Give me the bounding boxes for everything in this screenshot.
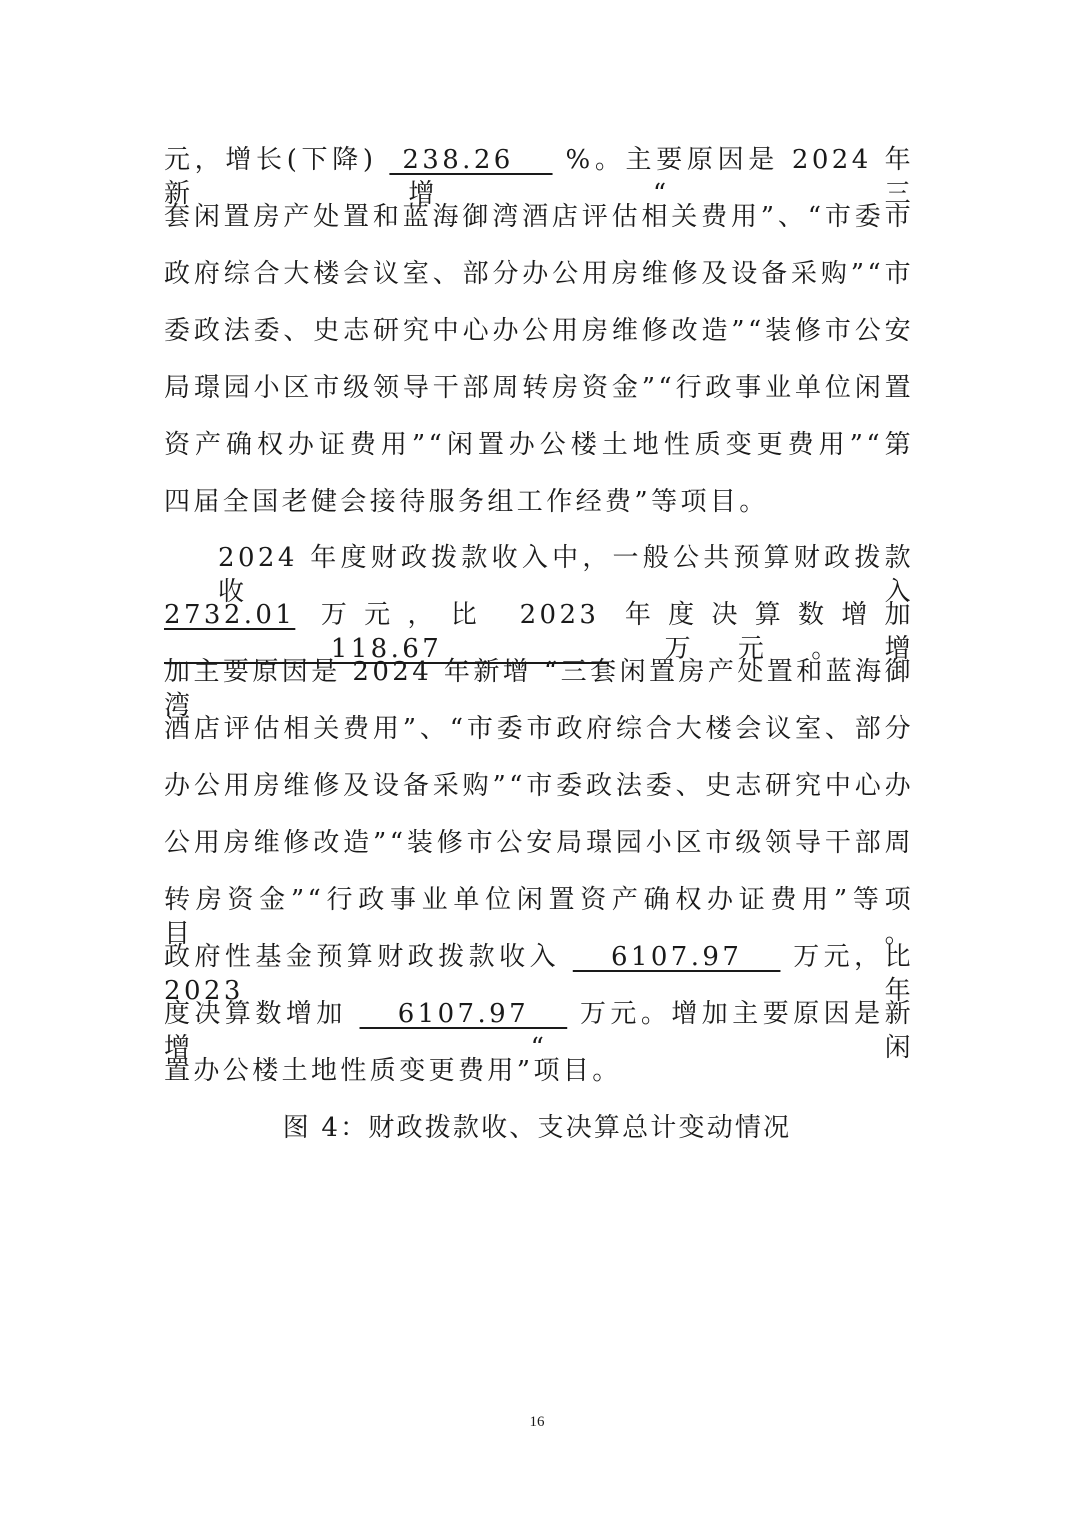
paragraph-2-line-1: 2024 年度财政拨款收入中，一般公共预算财政拨款收入 <box>218 543 914 607</box>
text-segment: 万元。增 <box>664 634 914 664</box>
text-segment: %。主要原因是 2024 年新增“三 <box>164 145 914 209</box>
paragraph-1-line-6: 资产确权办证费用”“闲置办公楼土地性质变更费用”“第 <box>164 430 914 460</box>
paragraph-1-line-2: 套闲置房产处置和蓝海御湾酒店评估相关费用”、“市委市 <box>164 202 914 232</box>
text-segment: 万元。增加主要原因是新增“闲 <box>164 999 914 1063</box>
paragraph-2-line-6: 公用房维修改造”“装修市公安局璟园小区市级领导干部周 <box>164 828 914 858</box>
page-number: 16 <box>529 1414 545 1430</box>
fund-budget-income-value: 6107.97 <box>572 942 781 972</box>
text-segment: 万元，比 2023 年度决算数增加 <box>320 600 915 630</box>
text-segment: 万元，比 2023 年 <box>164 942 914 1006</box>
fund-budget-increase-value: 6107.97 <box>359 999 568 1029</box>
general-budget-increase-value: 118.67 <box>164 634 609 664</box>
paragraph-1-line-7: 四届全国老健会接待服务组工作经费”等项目。 <box>164 487 769 517</box>
paragraph-2-line-5: 办公用房维修及设备采购”“市委政法委、史志研究中心办 <box>164 771 914 801</box>
paragraph-2-line-3: 加主要原因是 2024 年新增 “三套闲置房产处置和蓝海御湾 <box>164 657 914 721</box>
text-segment: 政府性基金预算财政拨款收入 <box>164 942 561 972</box>
growth-rate-value: 238.26 <box>389 145 553 175</box>
paragraph-2-line-7: 转房资金”“行政事业单位闲置资产确权办证费用”等项目。 <box>164 885 914 949</box>
paragraph-2-line-10: 置办公楼土地性质变更费用”项目。 <box>164 1056 622 1086</box>
general-budget-income-value: 2732.01 <box>164 600 296 630</box>
paragraph-1-line-5: 局璟园小区市级领导干部周转房资金”“行政事业单位闲置 <box>164 373 914 403</box>
paragraph-1-line-4: 委政法委、史志研究中心办公用房维修改造”“装修市公安 <box>164 316 914 346</box>
figure-caption: 图 4：财政拨款收、支决算总计变动情况 <box>282 1113 792 1143</box>
paragraph-1-line-3: 政府综合大楼会议室、部分办公用房维修及设备采购”“市 <box>164 259 914 289</box>
text-segment: 元，增长(下降) <box>164 145 377 175</box>
paragraph-2-line-4: 酒店评估相关费用”、“市委市政府综合大楼会议室、部分 <box>164 714 914 744</box>
text-segment: 度决算数增加 <box>164 999 347 1029</box>
